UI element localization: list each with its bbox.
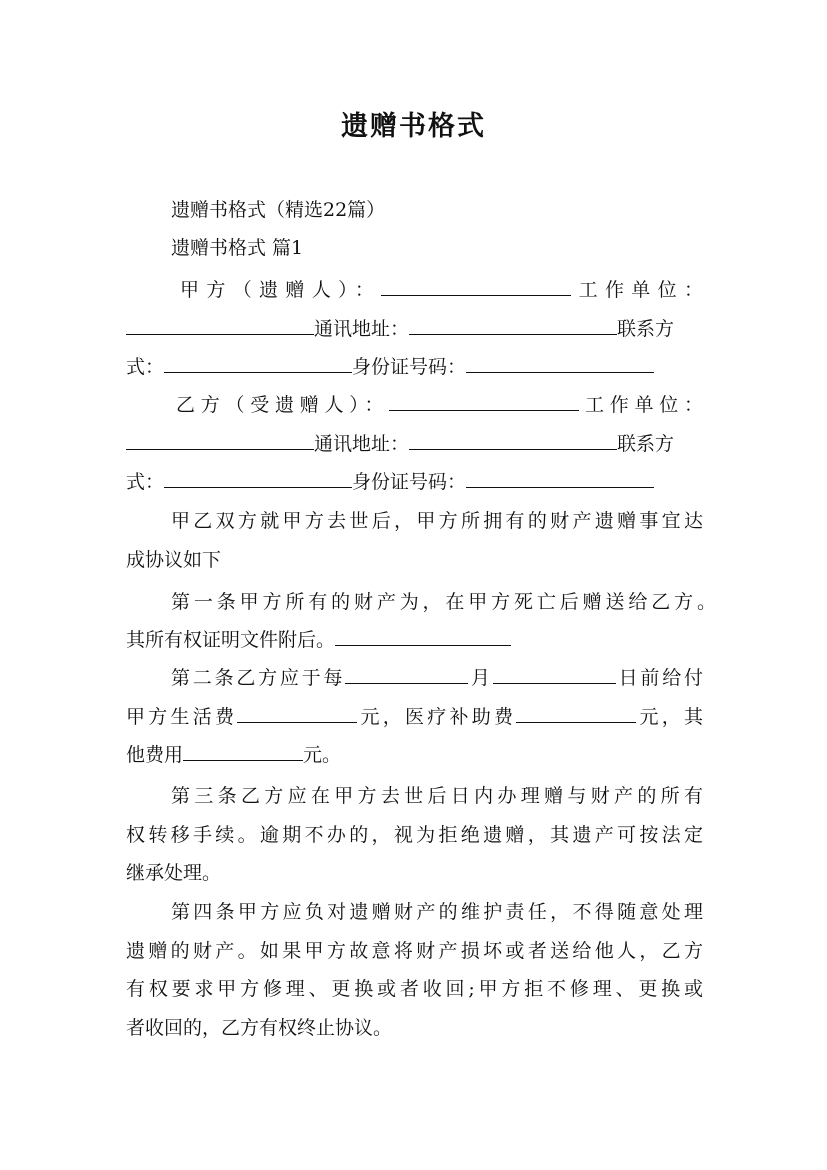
party-a-label: 甲方（遗赠人）： — [180, 279, 382, 301]
clause-2-text-g: 他费用 — [126, 744, 184, 766]
party-a-address-blank[interactable] — [409, 317, 617, 335]
clause-1-text: 其所有权证明文件附后。 — [126, 629, 336, 651]
party-a-line-1 — [180, 278, 703, 302]
clause-2-month-blank[interactable] — [345, 666, 468, 684]
document-title: 遗赠书格式 — [341, 111, 486, 142]
party-b-id-blank[interactable] — [466, 470, 654, 488]
party-b-work-unit-label: 工作单位： — [579, 394, 703, 416]
clause-3-line-3: 继承处理。 — [126, 862, 222, 884]
clause-2-text-c: 日前给付 — [615, 667, 703, 689]
clause-1-line-2 — [126, 628, 703, 652]
clause-2-text-e: 元，医疗补助费 — [357, 706, 517, 728]
party-b-name-blank[interactable] — [389, 393, 579, 411]
clause-2-living-expense-blank[interactable] — [237, 705, 357, 723]
clause-4-line-1: 第四条甲方应负对遗赠财产的维护责任，不得随意处理 — [171, 901, 703, 923]
article-heading: 遗赠书格式 篇1 — [171, 237, 304, 259]
clause-2-line-2 — [126, 705, 703, 729]
clause-1-line-1: 第一条甲方所有的财产为，在甲方死亡后赠送给乙方。 — [171, 591, 716, 613]
clause-2-medical-blank[interactable] — [516, 705, 636, 723]
party-b-address-label: 通讯地址： — [314, 433, 410, 455]
party-a-work-unit-blank[interactable] — [126, 317, 314, 335]
party-a-line-3 — [126, 355, 703, 379]
clause-4-line-4: 者收回的，乙方有权终止协议。 — [126, 1017, 393, 1039]
party-b-work-unit-blank[interactable] — [126, 432, 314, 450]
clause-4-line-2: 遗赠的财产。如果甲方故意将财产损坏或者送给他人，乙方 — [126, 940, 703, 962]
party-a-contact-label-2: 式： — [126, 356, 165, 378]
party-a-id-label: 身份证号码： — [352, 356, 467, 378]
clause-2-other-blank[interactable] — [183, 743, 303, 761]
party-a-id-blank[interactable] — [466, 355, 654, 373]
party-b-contact-label-2: 式： — [126, 471, 165, 493]
clause-2-text-b: 月 — [468, 667, 493, 689]
party-b-id-label: 身份证号码： — [352, 471, 467, 493]
party-b-line-1 — [176, 393, 703, 417]
clause-3-line-1: 第三条乙方应在甲方去世后日内办理赠与财产的所有 — [171, 785, 703, 807]
clause-2-text-h: 元。 — [303, 744, 342, 766]
clause-4-line-3: 有权要求甲方修理、更换或者收回;甲方拒不修理、更换或 — [126, 978, 703, 1000]
party-a-work-unit-label: 工作单位： — [571, 279, 703, 301]
party-b-contact-label: 联系方 — [617, 433, 675, 455]
party-a-address-label: 通讯地址： — [314, 318, 410, 340]
party-b-contact-blank[interactable] — [164, 470, 352, 488]
subtitle: 遗赠书格式（精选22篇） — [171, 199, 386, 221]
clause-2-line-1 — [171, 666, 703, 690]
clause-1-attachment-blank[interactable] — [335, 628, 511, 646]
party-b-address-blank[interactable] — [409, 432, 617, 450]
party-a-name-blank[interactable] — [381, 278, 571, 296]
clause-2-text-a: 第二条乙方应于每 — [171, 667, 346, 689]
party-a-contact-label: 联系方 — [617, 318, 675, 340]
intro-line-2: 成协议如下 — [126, 549, 222, 571]
intro-line-1: 甲乙双方就甲方去世后，甲方所拥有的财产遗赠事宜达 — [171, 510, 703, 532]
party-a-contact-blank[interactable] — [164, 355, 352, 373]
party-b-line-3 — [126, 470, 703, 494]
party-b-label: 乙方（受遗赠人）： — [176, 394, 390, 416]
party-a-line-2 — [126, 317, 703, 341]
clause-3-line-2: 权转移手续。逾期不办的，视为拒绝遗赠，其遗产可按法定 — [126, 824, 703, 846]
party-b-line-2 — [126, 432, 703, 456]
clause-2-day-blank[interactable] — [493, 666, 616, 684]
clause-2-line-3 — [126, 743, 703, 767]
clause-2-text-d: 甲方生活费 — [126, 706, 238, 728]
clause-2-text-f: 元，其 — [636, 706, 703, 728]
